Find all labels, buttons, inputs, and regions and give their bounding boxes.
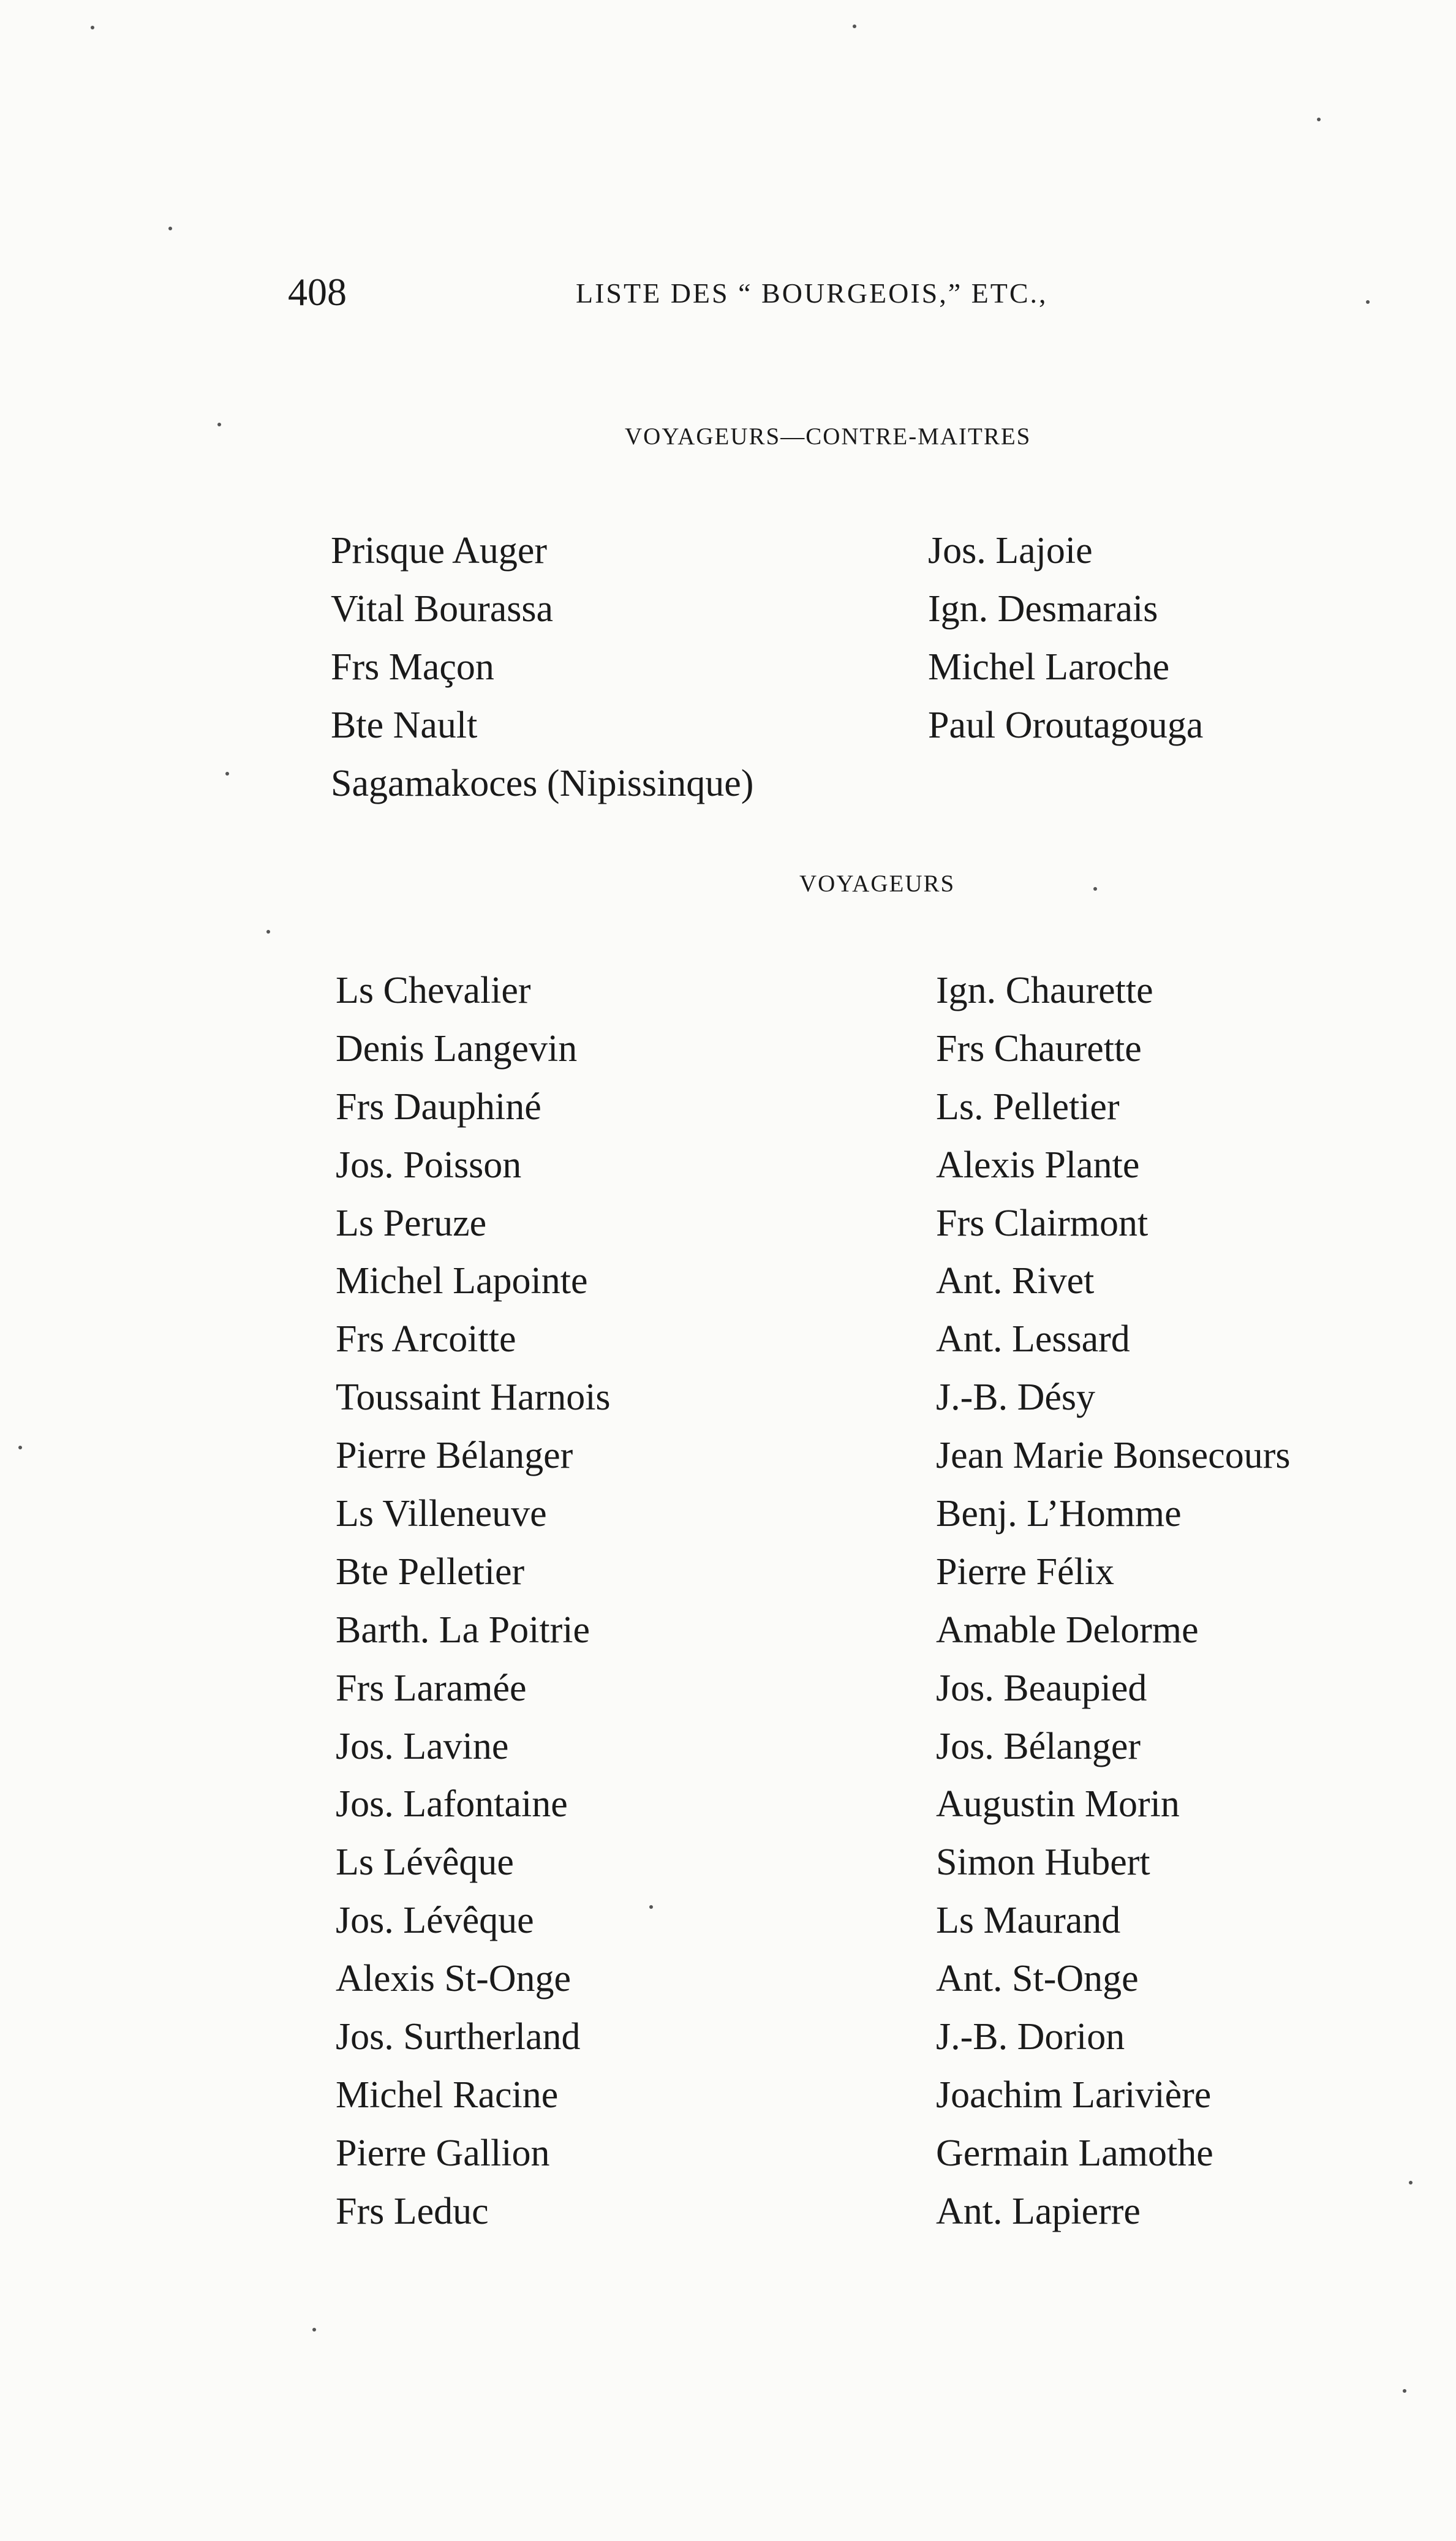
name-entry: Michel Racine [336, 2074, 559, 2116]
name-entry: Ant. Lapierre [936, 2190, 1141, 2232]
page-header [288, 270, 1207, 325]
name-entry: Alexis St-Onge [336, 1958, 571, 2000]
name-entry: Jos. Lajoie [928, 530, 1093, 572]
name-entry: Jos. Poisson [336, 1144, 522, 1186]
name-entry: Ls Villeneuve [336, 1493, 547, 1535]
page-number: 408 [288, 270, 347, 314]
name-entry: Ign. Chaurette [936, 970, 1153, 1011]
name-entry: Frs Leduc [336, 2190, 489, 2232]
scan-speck [1409, 2181, 1413, 2184]
name-entry: Augustin Morin [936, 1783, 1180, 1826]
scan-speck [1317, 118, 1321, 121]
name-entry: Benj. L’Homme [936, 1493, 1182, 1535]
name-entry: Jean Marie Bonsecours [936, 1435, 1291, 1477]
name-entry: Ls Maurand [936, 1900, 1121, 1942]
voyageurs-right-column [936, 962, 1291, 2241]
section-heading-voyageurs: VOYAGEURS [799, 870, 956, 897]
name-entry: Pierre Gallion [336, 2132, 550, 2174]
name-entry: Ls Chevalier [336, 970, 531, 1011]
scan-speck [225, 772, 229, 776]
scan-speck [91, 26, 94, 29]
name-entry: Ls Lévêque [336, 1841, 514, 1884]
scan-speck [649, 1905, 653, 1909]
scan-speck [1366, 300, 1370, 304]
name-entry: Simon Hubert [936, 1841, 1150, 1884]
name-entry: Ant. Rivet [936, 1260, 1095, 1302]
scan-speck [853, 25, 856, 28]
scan-speck [1093, 887, 1097, 891]
name-entry: Ls. Pelletier [936, 1085, 1120, 1128]
name-entry: Bte Nault [331, 704, 478, 746]
name-entry: Jos. Lavine [336, 1725, 509, 1767]
name-entry: Paul Oroutagouga [928, 704, 1204, 746]
name-entry: Germain Lamothe [936, 2132, 1213, 2174]
name-entry: Frs Arcoitte [336, 1318, 516, 1361]
name-entry: Michel Laroche [928, 646, 1170, 688]
name-entry: Pierre Félix [936, 1550, 1114, 1593]
scan-speck [168, 227, 172, 230]
name-entry: Frs Laramée [336, 1667, 527, 1709]
scan-speck [1403, 2389, 1406, 2393]
name-entry: Amable Delorme [936, 1609, 1199, 1651]
contre-maitres-left-column [331, 522, 753, 813]
name-entry: Frs Dauphiné [336, 1085, 541, 1128]
name-entry: Denis Langevin [336, 1027, 578, 1070]
name-entry: Ign. Desmarais [928, 588, 1158, 630]
scan-speck [266, 930, 270, 934]
contre-maitres-right-column [928, 522, 1203, 755]
name-entry: Frs Clairmont [936, 1202, 1149, 1244]
name-entry: Ant. Lessard [936, 1318, 1130, 1361]
name-entry: Pierre Bélanger [336, 1435, 573, 1477]
name-entry: J.-B. Désy [936, 1376, 1096, 1419]
name-entry: Sagamakoces (Nipissinque) [331, 763, 754, 804]
name-entry: Joachim Larivière [936, 2074, 1212, 2116]
name-entry: J.-B. Dorion [936, 2016, 1125, 2058]
name-entry: Jos. Beaupied [936, 1667, 1147, 1709]
scan-speck [18, 1446, 22, 1449]
name-entry: Jos. Surtherland [336, 2016, 581, 2058]
name-entry: Toussaint Harnois [336, 1376, 611, 1419]
name-entry: Jos. Lafontaine [336, 1783, 568, 1826]
name-entry: Jos. Lévêque [336, 1900, 534, 1942]
scan-speck [312, 2328, 316, 2331]
section-heading-contre-maitres: VOYAGEURS—CONTRE-MAITRES [625, 423, 1032, 450]
name-entry: Vital Bourassa [331, 588, 554, 630]
name-entry: Barth. La Poitrie [336, 1609, 590, 1651]
voyageurs-left-column [336, 962, 611, 2241]
name-entry: Prisque Auger [331, 530, 548, 572]
name-entry: Frs Chaurette [936, 1027, 1142, 1070]
name-entry: Michel Lapointe [336, 1260, 588, 1302]
name-entry: Ant. St-Onge [936, 1958, 1139, 2000]
name-entry: Bte Pelletier [336, 1550, 525, 1593]
name-entry: Frs Maçon [331, 646, 494, 688]
scan-speck [217, 423, 221, 426]
name-entry: Alexis Plante [936, 1144, 1140, 1186]
name-entry: Jos. Bélanger [936, 1725, 1141, 1767]
name-entry: Ls Peruze [336, 1202, 487, 1244]
running-title: LISTE DES “ BOURGEOIS,” ETC., [576, 278, 1048, 309]
